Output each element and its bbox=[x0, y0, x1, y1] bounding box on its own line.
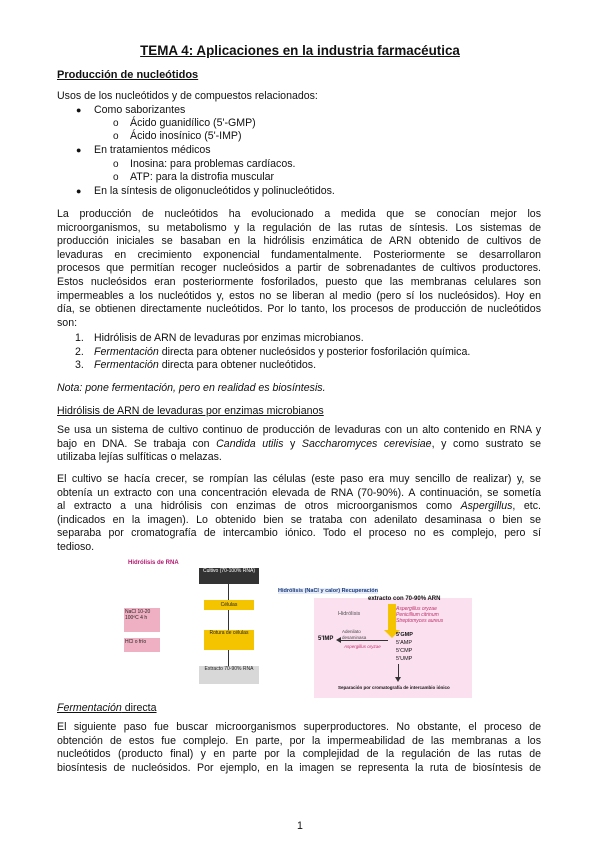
sub-bullet-marker: o bbox=[113, 159, 119, 170]
flow-connector bbox=[228, 650, 229, 666]
list-number: 1. bbox=[75, 332, 84, 344]
paragraph-fermentacion bbox=[57, 721, 541, 775]
paragraph-line: Estos nucleósidos eran posteriormente fosforilados, puesto que las membranas celulares son bbox=[57, 275, 541, 288]
sub-bullet-marker: o bbox=[113, 172, 119, 183]
paragraph-line: tedioso. bbox=[57, 540, 95, 553]
nucleotide-gmp: 5'GMP bbox=[396, 632, 413, 638]
sub-bullet-marker: o bbox=[113, 131, 119, 142]
bullet-2: En tratamientos médicos bbox=[94, 144, 211, 156]
flow-connector bbox=[228, 610, 229, 630]
numbered-item-1: Hidrólisis de ARN de levaduras por enzimas microbianos. bbox=[94, 332, 364, 344]
section-heading-fermentacion: Fermentación directa bbox=[57, 702, 157, 714]
paragraph-line: nucleótidos (producto final) y en parte por la complejidad de la regulación de las rutas de bbox=[57, 748, 541, 761]
bullet-3: En la síntesis de oligonucleótidos y polinucleótidos. bbox=[94, 185, 335, 197]
side-box-hcl: HCl o frío bbox=[124, 638, 160, 652]
paragraph-line: producción iniciales se basaban en la hidrólisis enzimática de ARN obtenido de cultivos de bbox=[57, 235, 541, 248]
figure-hidrolisis-rna bbox=[120, 556, 270, 696]
list-number: 3. bbox=[75, 359, 84, 371]
paragraph-line: (indicados en la imagen). Lo obtenido bien se trataba con adenilato desaminasa o bien se bbox=[57, 513, 541, 526]
nucleotide-amp: 5'AMP bbox=[396, 640, 413, 646]
paragraph-hidrolisis-1 bbox=[57, 424, 541, 465]
figure-extracto-arn bbox=[278, 588, 473, 698]
numbered-item-3: Fermentación directa para obtener nucleótidos. bbox=[94, 359, 317, 371]
paragraph-line: El siguiente paso fue buscar microorganismos superproductores. No obstante, el proceso de bbox=[57, 721, 541, 733]
hydrolysis-label: Hidrólisis bbox=[338, 611, 361, 617]
sub-bullet-1-1: Ácido guanidílico (5'-GMP) bbox=[130, 117, 256, 129]
bullet-dot: ● bbox=[76, 105, 82, 115]
section-heading-produccion: Producción de nucleótidos bbox=[57, 69, 199, 81]
page-title: TEMA 4: Aplicaciones en la industria farmacéutica bbox=[140, 43, 460, 58]
flow-box-rotura: Rotura de células bbox=[204, 630, 254, 650]
paragraph-line: obtención de estos fue complejo. En parte, por la impermeabilidad de las membranas a los bbox=[57, 734, 541, 747]
paragraph-line: impermeables a los nucleótidos y, estos no se liberan al medio (pero sí los nucleósidos). Hoy en bbox=[57, 289, 541, 302]
arrow-head-down bbox=[395, 677, 401, 682]
paragraph-line: La producción de nucleótidos ha evolucionado a medida que se conocían mejor los bbox=[57, 208, 541, 220]
flow-box-celulas: Células bbox=[204, 600, 254, 610]
down-arrow-shaft bbox=[388, 604, 396, 630]
adenylate-label: Adenilato desaminasa bbox=[342, 629, 367, 640]
flow-connector bbox=[228, 584, 229, 600]
paragraph-line: son: bbox=[57, 316, 78, 329]
imp-label: 5'IMP bbox=[318, 636, 334, 642]
paragraph-line: Se usa un sistema de cultivo continuo de producción de levaduras con un alto contenido en RNA y bbox=[57, 424, 541, 436]
paragraph-line: biosíntesis de nucleósidos. Por ejemplo, en la imagen se representa la ruta de biosíntesis de bbox=[57, 761, 541, 774]
nucleotide-ump: 5'UMP bbox=[396, 656, 413, 662]
sub-bullet-marker: o bbox=[113, 118, 119, 129]
separation-label: Separación por cromatografía de intercambio iónico bbox=[338, 685, 450, 690]
paragraph-line: El cultivo se hacía crecer, se rompían las células (este paso era muy sencillo de realizar) y, se bbox=[57, 473, 541, 485]
section-heading-hidrolisis: Hidrólisis de ARN de levaduras por enzimas microbianos bbox=[57, 405, 324, 417]
flow-box-cultivo: Cultivo (70-100% RNA) bbox=[199, 568, 259, 584]
paragraph-line: levaduras en crecimiento exponencial fundamentalmente. Posteriormente se desarrollaron bbox=[57, 248, 541, 261]
figure-label: Hidrólisis (NaCl y calor) Recuperación bbox=[278, 588, 378, 594]
paragraph-produccion bbox=[57, 208, 541, 330]
numbered-item-2: Fermentación directa para obtener nucleósidos y posterior fosforilación química. bbox=[94, 346, 471, 358]
paragraph-line: utilizaba lejías sulfíticas o melazas. bbox=[57, 451, 222, 464]
paragraph-line: microorganismos, su metabolismo y la regulación de las rutas de síntesis. Los sistemas de bbox=[57, 221, 541, 234]
sub-bullet-1-2: Ácido inosínico (5'-IMP) bbox=[130, 130, 242, 142]
organisms-label: Aspergillus oryzae Penicillium citrinum Streptomyces aureus bbox=[396, 606, 444, 624]
list-number: 2. bbox=[75, 346, 84, 358]
side-box-nacl: NaCl 10-20 100ºC 4 h bbox=[124, 608, 160, 632]
paragraph-hidrolisis-2 bbox=[57, 473, 541, 555]
bullet-dot: ● bbox=[76, 145, 82, 155]
figure-top-label: extracto con 70-90% ARN bbox=[368, 596, 441, 602]
bullet-dot: ● bbox=[76, 186, 82, 196]
paragraph-line: obtenía un extracto con una concentración elevada de RNA (70-90%). A continuación, se sometía bbox=[57, 486, 541, 499]
paragraph-line: al extracto a una hidrólisis con enzimas de otros microorganismos como Aspergillus, etc. bbox=[57, 500, 541, 513]
paragraph-line: separaba por cromatografía de intercambio iónico. Todo el proceso no es complejo, pero sí bbox=[57, 527, 541, 540]
note: Nota: pone fermentación, pero en realidad es biosíntesis. bbox=[57, 382, 326, 394]
aspergillus-label: Aspergillus oryzae bbox=[344, 644, 381, 649]
sub-bullet-2-2: ATP: para la distrofia muscular bbox=[130, 171, 275, 183]
arrow-to-imp bbox=[340, 640, 388, 641]
sub-bullet-2-1: Inosina: para problemas cardíacos. bbox=[130, 158, 296, 170]
page-number: 1 bbox=[297, 820, 303, 832]
paragraph-line: día, se obtienen directamente nucleótidos. Por lo tanto, los procesos de producción de nucleótidos bbox=[57, 303, 541, 316]
paragraph-line: bajo en DNA. Se trabaja con Candida utilis y Saccharomyces cerevisiae, y como sustrato se bbox=[57, 437, 541, 450]
arrow-to-separation bbox=[398, 664, 399, 678]
intro-text: Usos de los nucleótidos y de compuestos relacionados: bbox=[57, 90, 318, 102]
bullet-1: Como saborizantes bbox=[94, 104, 186, 116]
flow-box-extracto: Extracto 70-90% RNA bbox=[199, 666, 259, 684]
paragraph-line: procesos que permitían recoger nucleósidos a partir de sobrenadantes de cultivos productores. bbox=[57, 262, 541, 275]
nucleotide-cmp: 5'CMP bbox=[396, 648, 413, 654]
figure-caption: Hidrólisis de RNA bbox=[128, 560, 179, 566]
arrow-head-left bbox=[336, 637, 341, 643]
